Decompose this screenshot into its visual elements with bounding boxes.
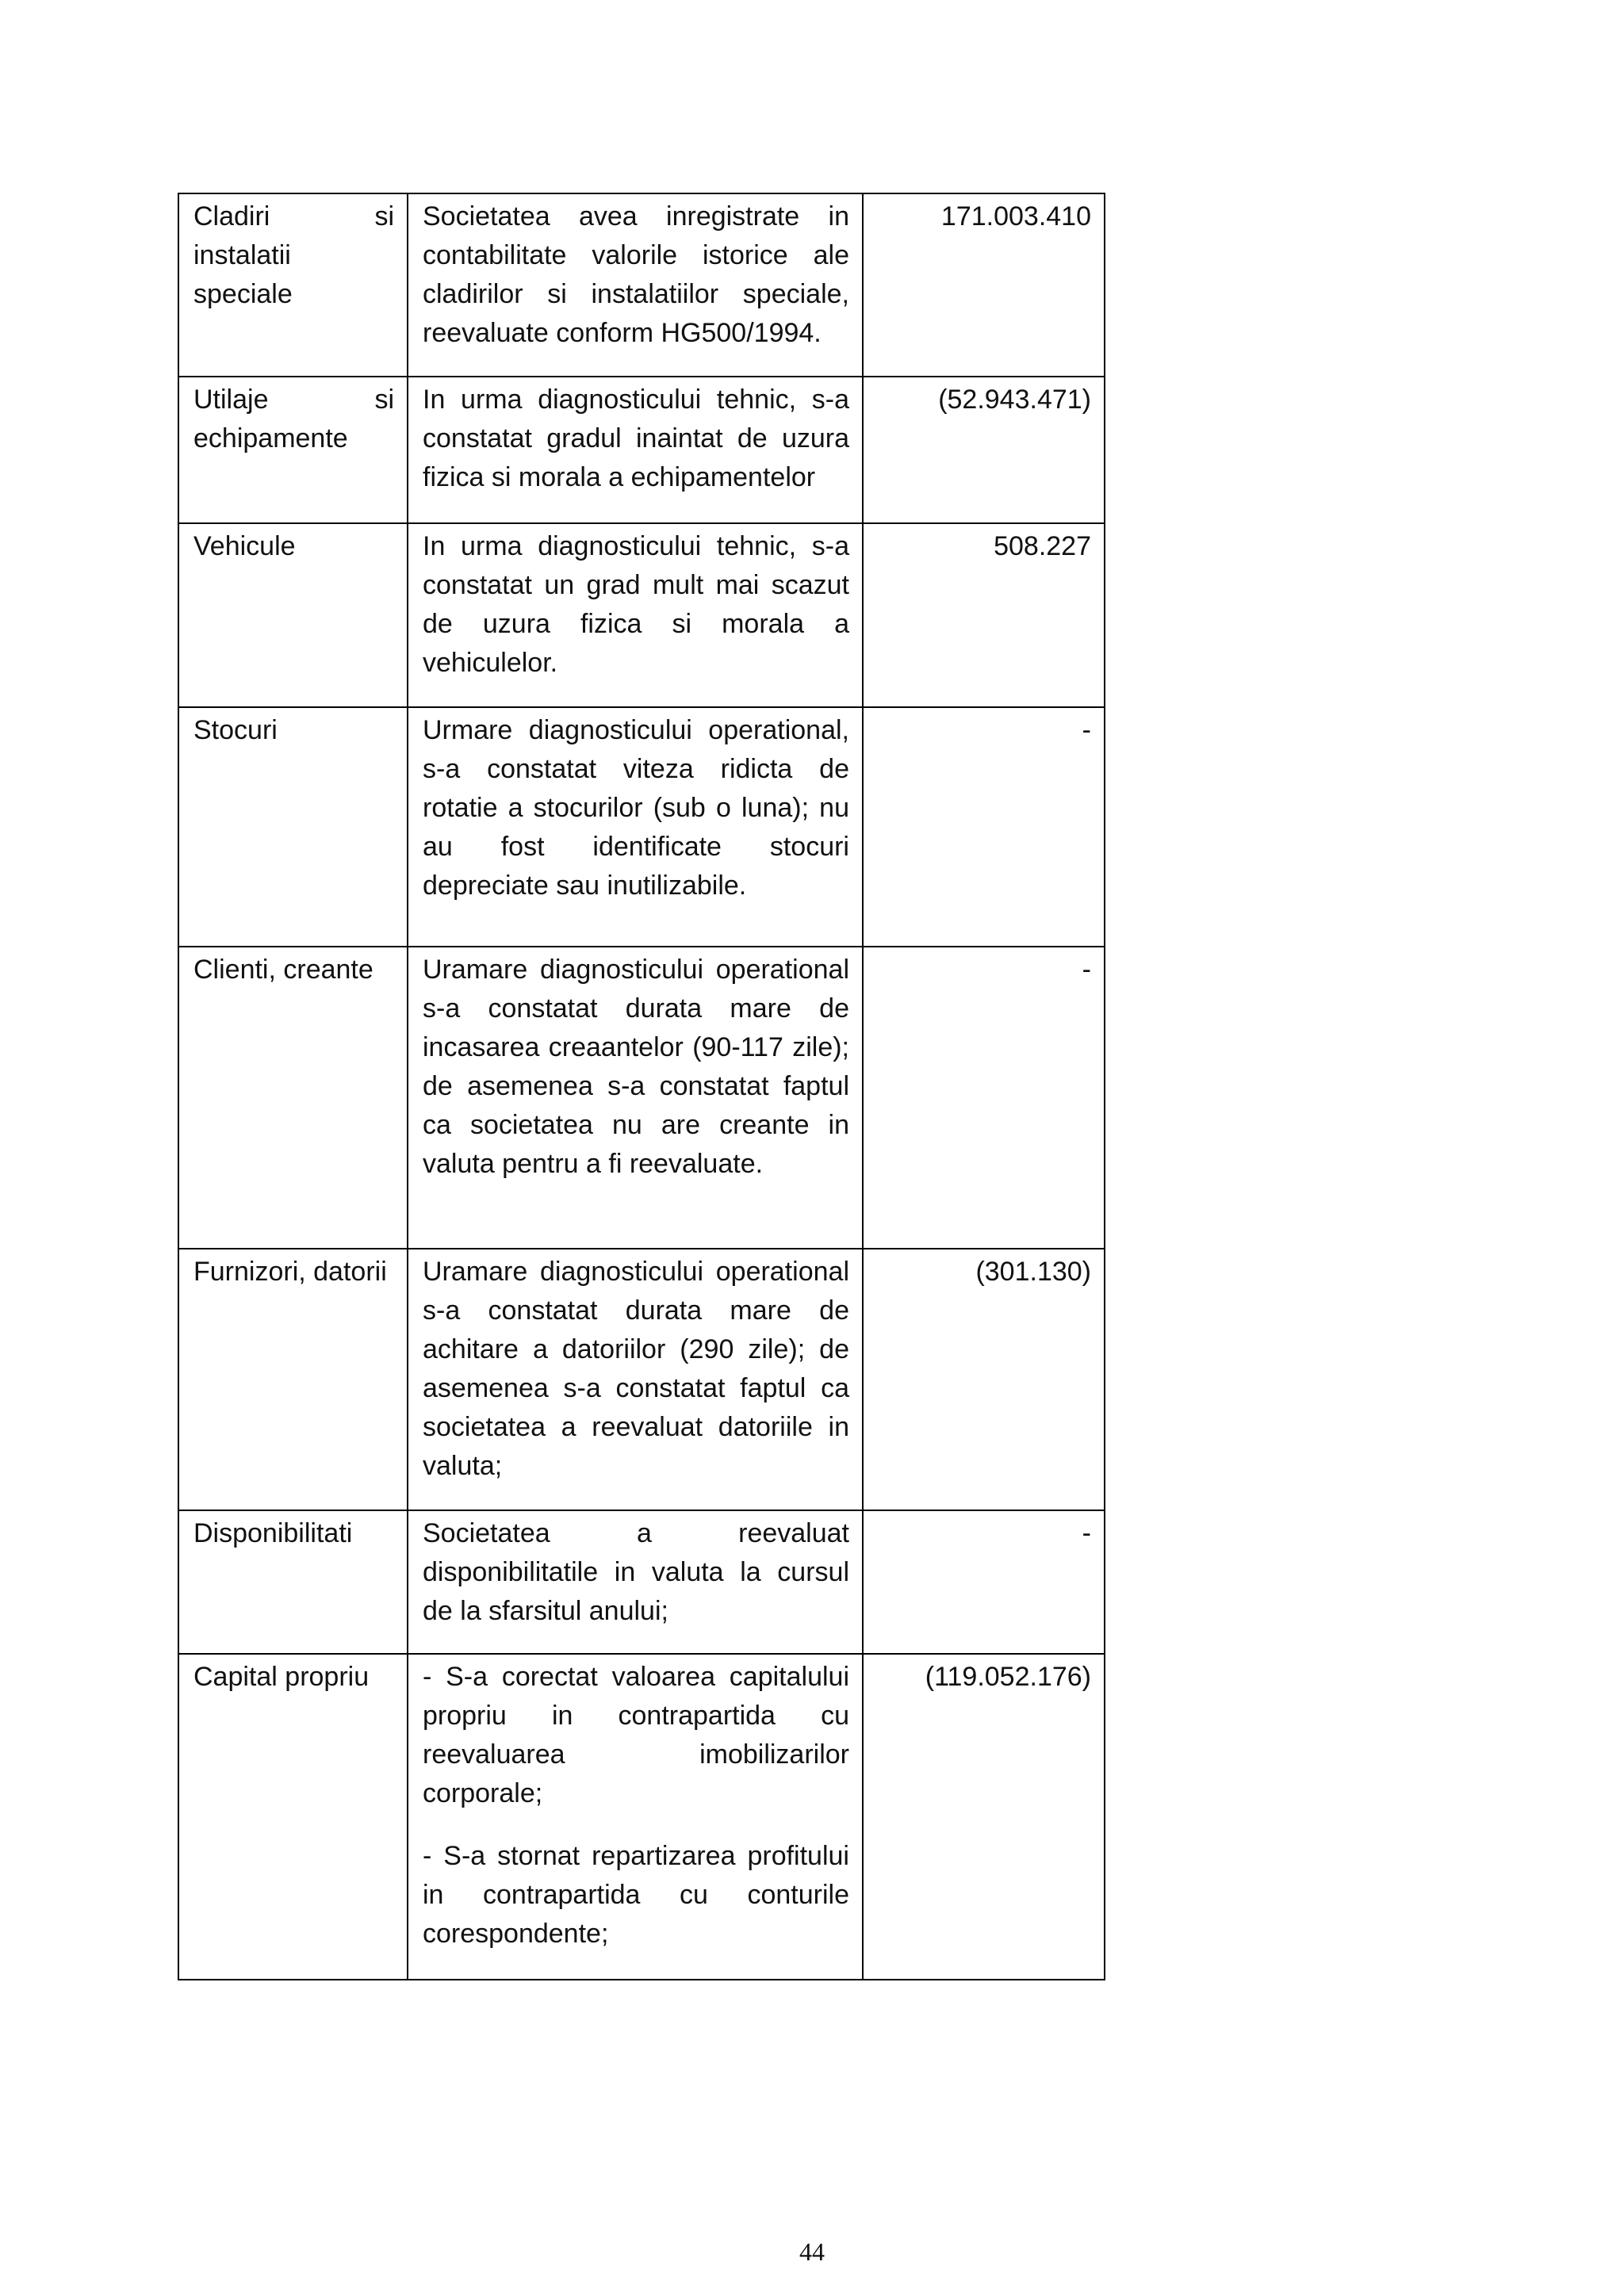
table-row — [178, 707, 1105, 947]
row-description — [408, 1510, 863, 1654]
row-category: Cladiri si instalatii speciale — [178, 193, 408, 377]
row-value: (52.943.471) — [863, 377, 1105, 523]
row-description — [408, 193, 863, 377]
description-paragraph: Urmare diagnosticului operational, s-a constatat viteza ridicta de rotatie a stocurilor (sub o luna); nu au fost identificate stocuri depreciate sau inutilizabile. — [423, 715, 849, 901]
description-paragraph: Societatea a reevaluat disponibilitatile in valuta la cursul de la sfarsitul anului; — [423, 1518, 849, 1626]
row-value: 508.227 — [863, 523, 1105, 707]
row-description — [408, 1654, 863, 1980]
description-paragraph: Societatea avea inregistrate in contabilitate valorile istorice ale cladirilor si instalatiilor speciale, reevaluate conform HG500/1994. — [423, 201, 849, 348]
row-value: - — [863, 707, 1105, 947]
row-value: - — [863, 1510, 1105, 1654]
row-category: Furnizori, datorii — [178, 1249, 408, 1510]
row-description — [408, 523, 863, 707]
description-paragraph: - S-a corectat valoarea capitalului propriu in contrapartida cu reevaluarea imobilizarilor corporale; — [423, 1662, 849, 1808]
table-row — [178, 1654, 1105, 1980]
row-category: Stocuri — [178, 707, 408, 947]
table-row — [178, 523, 1105, 707]
page-number: 44 — [799, 2237, 825, 2266]
row-description — [408, 947, 863, 1249]
table-row — [178, 947, 1105, 1249]
table-row — [178, 1510, 1105, 1654]
row-category: Utilaje si echipamente — [178, 377, 408, 523]
row-description — [408, 377, 863, 523]
row-category: Clienti, creante — [178, 947, 408, 1249]
row-value: 171.003.410 — [863, 193, 1105, 377]
row-category: Disponibilitati — [178, 1510, 408, 1654]
table-row — [178, 193, 1105, 377]
row-description — [408, 1249, 863, 1510]
table-row — [178, 377, 1105, 523]
row-value: (119.052.176) — [863, 1654, 1105, 1980]
row-description — [408, 707, 863, 947]
description-paragraph: Uramare diagnosticului operational s-a constatat durata mare de incasarea creaantelor (90-117 zile); de asemenea s-a constatat faptul ca societatea nu are creante in valuta pentru a fi reevaluate. — [423, 955, 849, 1179]
row-category: Capital propriu — [178, 1654, 408, 1980]
row-value: - — [863, 947, 1105, 1249]
description-paragraph: - S-a stornat repartizarea profitului in contrapartida cu conturile corespondente; — [423, 1841, 849, 1949]
description-paragraph: Uramare diagnosticului operational s-a constatat durata mare de achitare a datoriilor (290 zile); de asemenea s-a constatat faptul ca societatea a reevaluat datoriile in valuta; — [423, 1257, 849, 1481]
description-paragraph: In urma diagnosticului tehnic, s-a constatat un grad mult mai scazut de uzura fizica si morala a vehiculelor. — [423, 531, 849, 678]
table-row — [178, 1249, 1105, 1510]
row-value: (301.130) — [863, 1249, 1105, 1510]
description-paragraph: In urma diagnosticului tehnic, s-a constatat gradul inaintat de uzura fizica si morala a echipamentelor — [423, 385, 849, 492]
row-category: Vehicule — [178, 523, 408, 707]
revaluation-table — [178, 193, 1105, 1980]
